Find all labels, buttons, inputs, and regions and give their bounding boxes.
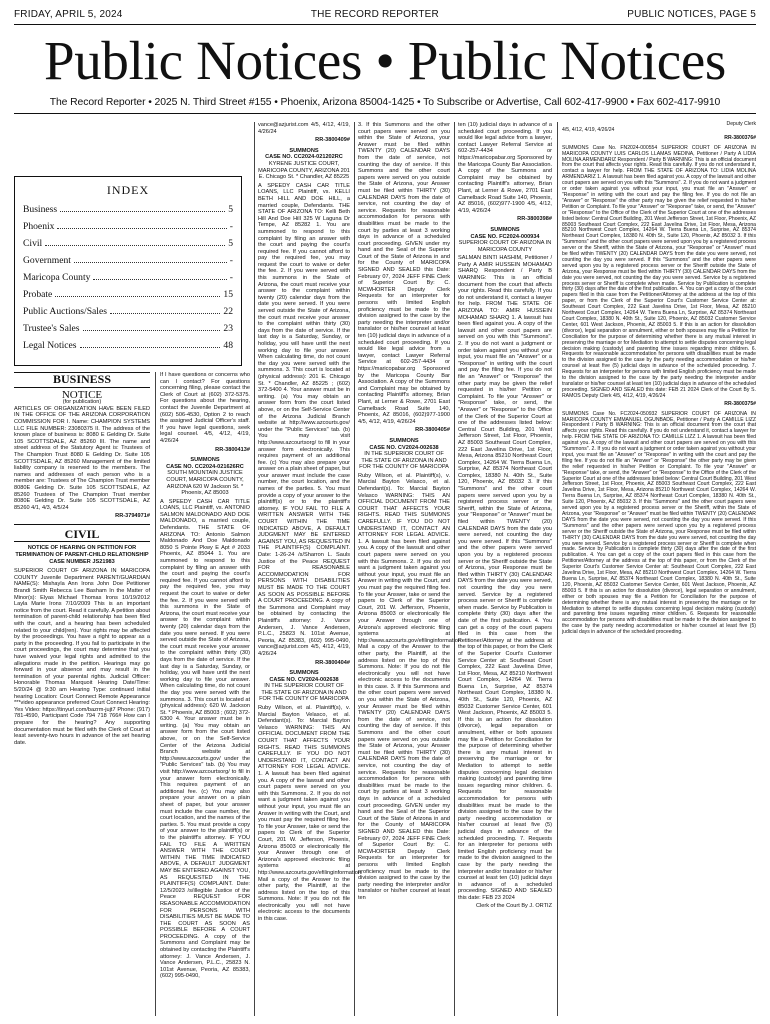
index-item-page: 22 xyxy=(223,306,233,317)
index-list xyxy=(23,204,233,357)
issue-date: FRIDAY, APRIL 5, 2024 xyxy=(14,8,123,20)
index-row xyxy=(23,255,233,272)
case-number: CASE NO. CV2024-002638 xyxy=(269,676,339,683)
index-row xyxy=(23,306,233,323)
index-item-name: Maricopa County xyxy=(23,272,91,283)
case-number: CASE NO. CC2024-021626RC xyxy=(166,463,244,470)
summons-body: SUMMONS Case No. FC2024-050932 SUPERIOR COURT OF ARIZONA IN MARICOPA COUNTY EMMANUEL OGUNBADE, Petitioner / Party A CAMILLE LIZZ Respondent / Party B WARNING: This is an official document from the court that affects your rights. Read this carefully. If you do not understand it, contact a lawyer for help. FROM THE STATE OF ARIZONA TO: CAMILLE LIZZ 1. A lawsuit has been filed against you. A copy of the lawsuit and other court papers are served on you with this "Summons". 2. If you do not want a judgment or order taken against you without your input, you must file an "Answer" or "Response" in writing with the court and pay the filing fee. If you do not file an "Answer" or "Response" the other party may be given the relief requested in his/her Petition or Complaint. To file your "Answer" or "Response" take, or send, the "Answer" or "Response" to the Office of the Clerk of the Superior Court at one of the addresses listed below: Central Court Building, 201 West Jefferson Street, 1st Floor, Phoenix, AZ 85003 Southeast Court Complex, 222 East Javelina Drive, 1st Floor, Mesa, Arizona 85210 Northwest Court Complex, 14264 W. Tierra Buena Ln, Surprise, AZ 85374 Northeast Court Complex, 18380 N. 40th St., Suite 120, Phoenix, AZ 85032 3. If this "Summons" and the other court papers were served upon you by a registered process server or the Sheriff, within the State of Arizona, your "Response" or "Answer" must be filed within TWENTY (20) CALENDAR DAYS from the date you were served, not counting the day you were served. If this "Summons" and the other papers were served upon you by a registered process server or the Sheriff outside the State of Arizona, your Response must be filed within THIRTY (30) CALENDAR DAYS from the date you were served, not counting the day you were served. Service by a registered process server or Sheriff is complete when made. Service by Publication is complete thirty (30) days after the date of the first publication. 4. You can get a copy of the court papers filed in this case from the Petitioner/Attorney at the address at the top of this paper, or from the Clerk of the Superior Court's Customer Service Center at: Southeast Court Complex, 222 East Javelina Drive, 1st Floor, Mesa, AZ 85210 Northwest Court Complex, 14264 W. Tierra Buena Ln, Surprise, AZ 85374 Northeast Court Complex, 18380 N. 40th St., Suite 120, Phoenix, AZ 85032 Customer Service Center, 601 West Jackson, Phoenix, AZ 85003 5. If this is an action for dissolution (divorce), legal separation or annulment, either or both spouses may file a Petition for Conciliation for the purpose of determining whether there is any mutual interest in preserving the marriage or for Mediation to attempt to settle disputes concerning legal decision making (custody) and parenting time issues regarding minor children. 6. Requests for reasonable accommodation for persons with disabilities must be made to the division assigned to the case by the party needing accommodation or his/her counsel at least five (5) judicial days in advance of the scheduled proceeding. xyxy=(562,410,756,636)
summons-body: Ruby Wilson, et al. Plaintiff(s), v. Marcial Bayton Velasco, et al. Defendant(s). To: Marcial Bayton Velasco WARNING: THIS AN OFFICIAL DOCUMENT FROM THE COURT THAT AFFECTS YOUR RIGHTS. READ THIS SUMMONS CAREFULLY. IF YOU DO NOT UNDERSTAND IT, CONTACT AN ATTORNEY FOR LEGAL ADVICE. 1. A lawsuit has been filed against you. A copy of the lawsuit and other court papers were served on you with this Summons. 2. If you do not want a judgment taken against you without your input, you must file an Answer in writing with the Court, and you must pay the required filing fee. To file your Answer, take or send the papers to Clerk of the Superior Court, 201 W. Jefferson, Phoenix, Arizona 85003 or electronically file your Answer through one of Arizona's approved electronic filing systems at http://www.azcourts.gov/efilinginformation. Mail a copy of the Answer to the other party, the Plaintiff, at the address listed on the top of this Summons. Note: If you do not file electronically you will not have electronic access to the documents in this case. 3. If this Summons and the other court papers were served on you within the State of Arizona, your Answer must be filed within TWENTY (20) CALENDAR DAYS from the date of service, not counting the day of service. If this Summons and the other court papers were served on you outside the State of Arizona, your Answer must be filed within THIRTY (30) CALENDAR DAYS from the date of service, not counting the day of service. Requests for reasonable accommodation for persons with disabilities must be made to the court by parties at least 3 working days in advance of a scheduled court proceeding. GIVEN under my hand and the Seal of the Superior Court of the State of Arizona in and for the County of MARICOPA SIGNED AND SEALED this Date: February 07, 2024 JEFF FINE Clerk of Superior Court By: C. MCWHORTER Deputy Clerk Requests for an interpreter for persons with limited English proficiency must be made to the division assigned to the case by the party needing the interpreter and/or translator or his/her counsel at least ten xyxy=(358,472,463,901)
notice-ref: RR-3800375# xyxy=(724,400,756,407)
column-2 xyxy=(160,372,250,1016)
dot-leader xyxy=(60,204,225,212)
dot-leader xyxy=(110,306,220,314)
column-4 xyxy=(358,122,463,1016)
publication-name: THE RECORD REPORTER xyxy=(310,8,439,20)
index-item-name: Civil xyxy=(23,238,43,249)
column-3 xyxy=(258,122,363,1016)
civil-notice-title: NOTICE OF HEARING ON PETITION FOR TERMINATION OF PARENT-CHILD RELATIONSHIP CASE NUMBER JS21983 xyxy=(15,545,149,565)
running-header xyxy=(14,8,756,20)
dot-leader xyxy=(83,323,221,331)
column-5 xyxy=(458,122,552,1016)
index-box xyxy=(14,176,242,366)
newspaper-page xyxy=(14,8,756,1016)
notice-ref: RR-3800404# xyxy=(315,659,350,666)
civil-heading: CIVIL xyxy=(64,526,100,541)
index-item-name: Phoenix xyxy=(23,221,55,232)
business-for-publication: (for publication) xyxy=(62,399,102,406)
index-item-name: Public Auctions/Sales xyxy=(23,306,107,317)
business-notice-body: ARTICLES OF ORGANIZATION HAVE BEEN FILED IN THE OFFICE OF THE ARIZONA CORPORATION COMMISSION FOR I. Name: CHAMPION SYSTEMS LLC FILE NUMBER: 23080375 II. The address of the known place of business is: 8080 E Gelding Dr. Suite 105 SCOTTSDALE, AZ 85260 III. The name and street address of the Statutory Agent is: Trustees of The Champion Trust 8080 E Gelding Dr. Suite 105 SCOTTSDALE, AZ 85260 Management of the limited liability company is reserved to the members. The names and addresses of each person who is a member are: Trustees of The Champion Trust member 8080E Gelding Dr. Suite 105 SCOTTSDALE, AZ 85260 Trustees of The Champion Trust member 8080E Gelding Dr. Suite 105 SCOTTSDALE, AZ 85260 4/1, 4/3, 4/5/24 xyxy=(14,405,150,511)
summons-title: SUMMONS xyxy=(389,437,419,444)
column-6 xyxy=(562,122,756,1016)
court-name: SUPERIOR COURT OF ARIZONA IN MARICOPA COUNTY xyxy=(458,240,552,253)
index-item-name: Legal Notices xyxy=(23,340,77,351)
notice-ref: RR-3800376# xyxy=(724,134,756,141)
notice-ref: RR-3800405# xyxy=(415,427,450,434)
summons-body: SUMMONS Case No. FN2024-000554 SUPERIOR COURT OF ARIZONA IN MARICOPA COUNTY LUIS CARLOS LLAMAS MEDINA, Petitioner / Party A LIDIA MOLINA ARMENDARIZ Respondent / Party B WARNING: This is an official document from the court that affects your rights. Read this carefully. If you do not understand it, contact a lawyer for help. FROM THE STATE OF ARIZONA TO: LIDIA MOLINA ARMENDARIZ 1. A lawsuit has been filed against you. A copy of the lawsuit and other court papers are served on you with this "Summons". 2. If you do not want a judgment or order taken against you without your input, you must file an "Answer" or "Response" in writing with the court and pay the filing fee. If you do not file an "Answer" or "Response" the other party may be given the relief requested in his/her Petition or Complaint. To file your "Answer" or "Response" take, or send, the "Answer" or "Response" to the Office of the Clerk of the Superior Court at one of the addresses listed below: Central Court Building, 201 West Jefferson Street, 1st Floor, Phoenix, AZ 85003 Southeast Court Complex, 222 East Javelina Drive, 1st Floor, Mesa, Arizona 85210 Northwest Court Complex, 14264 W. Tierra Buena Ln, Surprise, AZ 85374 Northeast Court Complex, 18380 N. 40th St., Suite 120, Phoenix, AZ 85032 3. If this "Summons" and the other court papers were served upon you by a registered process server or the Sheriff, within the State of Arizona, your "Response" or "Answer" must be filed within TWENTY (20) CALENDAR DAYS from the date you were served, not counting the day you were served. If this "Summons" and the other papers were served upon you by a registered process server or the Sheriff outside the State of Arizona, your Response must be filed within THIRTY (30) CALENDAR DAYS from the date you were served, not counting the day you were served. Service by a registered process server or Sheriff is complete when made. Service by Publication is complete thirty (30) days after the date of the first publication. 4. You can get a copy of the court papers filed in this case from the Petitioner/Attorney at the address at the top of this paper, or from the Clerk of the Superior Court's Customer Service Center at: Southeast Court Complex, 222 East Javelina Drive, 1st Floor, Mesa, AZ 85210 Northwest Court Complex, 14264 W. Tierra Buena Ln, Surprise, AZ 85374 Northeast Court Complex, 18380 N. 40th St., Suite 120, Phoenix, AZ 85032 Customer Service Center, 601 West Jackson, Phoenix, AZ 85003 5. If this is an action for dissolution (divorce), legal separation or annulment, either or both spouses may file a Petition for Conciliation for the purpose of determining whether there is any mutual interest in preserving the marriage or for Mediation to attempt to settle disputes concerning legal decision making (custody) and parenting time issues regarding minor children. 6. Requests for reasonable accommodation for persons with disabilities must be made to the division assigned to the case by the party needing accommodation or his/her counsel at least five (5) judicial days in advance of the scheduled proceeding. 7. Requests for an interpreter for persons with limited English proficiency must be made to the division assigned to the case by the party needing the interpreter and/or translator or his/her counsel at least ten (10) judicial days in advance of the scheduled proceeding. SIGNED AND SEALED this date: FEB 21 2024 Clerk of the Court By S. RAMOS Deputy Clerk 4/5, 4/12, 4/19, 4/26/24 xyxy=(562,144,756,399)
summons-body: A SPEEDY CASH CAR TITLE LOANS, LLC Plaintiff, vs. ANTONIO SALMON MALDONADO AND DOE MALDONADO, a married couple, Defendants. THE STATE OF ARIZONA TO: Antonio Salmon Maldonado And Doe Maldonado 8050 S Pointe Pkwy E Apt # 2033 Phoenix, AZ 85044 1. You are summoned to respond to this complaint by filing an answer with the court and paying the court's required fee. If you cannot afford to pay the required fee, you may request the court to waive or defer the fee. 2. If you were served with this summons in the State of Arizona, the court must receive your answer to the complaint within twenty (20) calendar days from the date you were served. If you were served outside the State of Arizona, the court must receive your answer to the complaint within thirty (30) days from the date of service. If the last day is a Saturday, Sunday, or holiday, you will have until the next working day to file your answer. When calculating time, do not count the day you were served with the summons. 3. This court is located at (physical address): 620 W. Jackson St. * Phoenix, AZ 85003 ; (602) 372-6300 4. Your answer must be in writing. (a) You may obtain an answer form from the court listed above, or on the Self-Service Center of the Arizona Judicial Branch website at http://www.azcourts.gov/ under the "Public Services" tab. (b) You may visit http://www.azcourtsorg/ to fill in your answer form electronically. This requires payment of an additional fee. (c) You may also prepare your answer on a plain sheet of paper, but your answer must include the case number, the court location, and the names of the parties. 5. You must provide a copy of your answer to the plaintiff(s) or to the plaintiff's attorney. IF YOU FAIL TO FILE A WRITTEN ANSWER WITH THE COURT WITHIN THE TIME INDICATED ABOVE, A DEFAULT JUDGMENT MAY BE ENTERED AGAINST YOU, AS REQUESTED IN THE PLAINTIFF(S) COMPLAINT. Date: 12/5/2023 /s/illegible Justice of the Peace REQUEST FOR REASONABLE ACCOMMODATION FOR PERSONS WITH DISABILITIES MUST BE MADE TO THE COURT AS SOON AS POSSIBLE BEFORE A COURT PROCEEDING. A copy of the Summons and Complaint may be obtained by contacting the Plaintiff's attorney: J. Vance Andersen, J. Vance Andersen, P.L.C., 25823 N. 101st Avenue, Peoria, AZ 85383, (602) 995-0490, xyxy=(160,498,250,980)
case-number: CASE NO. FC2024-000934 xyxy=(470,233,540,240)
index-row xyxy=(23,323,233,340)
clerk-signature: Deputy Clerk xyxy=(726,121,756,127)
business-heading: BUSINESS xyxy=(52,372,112,386)
index-row xyxy=(23,340,233,357)
summons-title: SUMMONS xyxy=(190,457,220,464)
summons-body: Ruby Wilson, et al. Plaintiff(s), v. Marcial Bayton Velasco, et al. Defendant(s). To: Marcial Bayton Velasco WARNING: THIS AN OFFICIAL DOCUMENT FROM THE COURT THAT AFFECTS YOUR RIGHTS. READ THIS SUMMONS CAREFULLY. IF YOU DO NOT UNDERSTAND IT, CONTACT AN ATTORNEY FOR LEGAL ADVICE. 1. A lawsuit has been filed against you. A copy of the lawsuit and other court papers were served on you with this Summons. 2. If you do not want a judgment taken against you without your input, you must file an Answer in writing with the Court, and you must pay the required filing fee. To file your Answer, take or send the papers to Clerk of the Superior Court, 201 W. Jefferson, Phoenix, Arizona 85003 or electronically file your Answer through one of Arizona's approved electronic filing systems at http://www.azcourts.gov/efilinginformation. Mail a copy of the Answer to the other party, the Plaintiff, at the address listed on the top of this Summons. Note: If you do not file electronically you will not have electronic access to the documents in this case. xyxy=(258,705,363,923)
notice-ref: RR-3800398# xyxy=(517,216,552,223)
dot-leader xyxy=(57,221,226,229)
index-item-name: Business xyxy=(23,204,58,215)
summons-body: A SPEEDY CASH CAR TITLE LOANS, LLC Plaintiff, vs. KELLI BETH HILL AND DOE HILL, a married couple, Defendants. THE STATE OF ARIZONA TO: Kelli Beth Hill And Doe Hill 325 W Laguna Dr Tempe, AZ 85282 1. You are summoned to respond to this complaint by filing an answer with the court and paying the court's required fee. If you cannot afford to pay the required fee, you may request the court to waive or defer the fee. 2. If you were served with this summons in the State of Arizona, the court must receive your answer to the complaint within twenty (20) calendar days from the date you were served. If you were served outside the State of Arizona, the court must receive your answer to the complaint within thirty (30) days from the date of service. If the last day is a Saturday, Sunday, or holiday, you will have until the next working day to file your answer. When calculating time, do not count the day you were served with the summons. 3. This court is located at (physical address): 201 E. Chicago St. * Chandler, AZ 85225 ; (602) 372-5400 4. Your answer must be in writing. (a) You may obtain an answer form from the court listed above, or on the Self-Service Center of the Arizona Judicial Branch website at http://www.azcourts.gov/ under the "Public Services" tab. (b) You may visit http://www.azcourtsorg/ to fill in your answer form electronically. This requires payment of an additional fee. (c) You may also prepare your answer on a plain sheet of paper, but your answer must include the case number, the court location, and the names of the parties. 5. You must provide a copy of your answer to the plaintiff(s) or to the plaintiff's attorney. IF YOU FAIL TO FILE A WRITTEN ANSWER WITH THE COURT WITHIN THE TIME INDICATED ABOVE, A DEFAULT JUDGMENT MAY BE ENTERED AGAINST YOU, AS REQUESTED IN THE PLAINTIFF(S) COMPLAINT. Date: 1-26-24 /s/Sharron L. Sauls Justice of the Peace REQUEST FOR REASONABLE ACCOMMODATION FOR PERSONS WITH DISABILITIES MUST BE MADE TO THE COURT AS SOON AS POSSIBLE BEFORE A COURT PROCEEDING. A copy of the Summons and Complaint may be obtained by contacting the Plaintiff's attorney: J. Vance Andersen, J. Vance Andersen, P.L.C., 25823 N. 101st Avenue, Peoria, AZ 85383, (602) 995-0490, vance@azjurist.com 4/5, 4/12, 4/19, 4/26/24 xyxy=(258,182,350,657)
index-row xyxy=(23,289,233,306)
court-name: KYRENE JUSTICE COURT, MARICOPA COUNTY, ARIZONA 201 E. Chicago St. * Chandler, AZ 85225 xyxy=(258,160,350,181)
index-item-name: Probate xyxy=(23,289,53,300)
index-item-page: 15 xyxy=(223,289,233,300)
section-page: PUBLIC NOTICES, PAGE 5 xyxy=(627,8,756,20)
index-row xyxy=(23,272,233,289)
masthead-title: Public Notices • Public Notices xyxy=(43,30,727,91)
business-notice-title: NOTICE xyxy=(61,388,103,401)
court-name: IN THE SUPERIOR COURT OF THE STATE OF ARIZONA IN AND FOR THE COUNTY OF MARICOPA xyxy=(259,683,349,703)
summons-body-continued: ten (10) judicial days in advance of a scheduled court proceeding. If you would like legal advice from a lawyer, contact Lawyer Referral Service at 602-257-4434 or https://maricopabar.org Sponsored by the Maricopa County Bar Association. A copy of the Summons and Complaint may be obtained by contacting Plaintiff's attorney, Brian Plant, at Lerner & Rowe, 2701 East Camelback Road Suite 140, Phoenix, AZ 85016, (602)977-1900 4/5, 4/12, 4/19, 4/26/24 xyxy=(458,122,552,214)
masthead-subline: The Record Reporter • 2025 N. Third Street #155 • Phoenix, Arizona 85004-1425 • To Subscribe or Advertise, Call 602-417-9900 • Fax 602-417-9910 xyxy=(49,97,721,108)
index-item-page: 48 xyxy=(223,340,233,351)
summons-body-continued: 3. If this Summons and the other court papers were served on you within the State of Arizona, your Answer must be filed within TWENTY (20) CALENDAR DAYS from the date of service, not counting the day of service. If this Summons and the other court papers were served on you outside the State of Arizona, your Answer must be filed within THIRTY (30) CALENDAR DAYS from the date of service, not counting the day of service. Requests for reasonable accommodation for persons with disabilities must be made to the court by parties at least 3 working days in advance of a scheduled court proceeding. GIVEN under my hand and the Seal of the Superior Court of the State of Arizona in and for the County of MARICOPA SIGNED AND SEALED this Date: February 07, 2024 JEFF FINE Clerk of Superior Court By: C. MCWHORTER Deputy Clerk Requests for an interpreter for persons with limited English proficiency must be made to the division assigned to the case by the party needing the interpreter and/or translator or his/her counsel at least ten (10) judicial days in advance of a scheduled court proceeding. If you would like legal advice from a lawyer, contact Lawyer Referral Service at 602-257-4434 or https://maricopabar.org Sponsored by the Maricopa County Bar Association. A copy of the Summons and Complaint may be obtained by contacting Plaintiff's attorney, Brian Plant, at Lerner & Rowe, 2701 East Camelback Road Suite 140, Phoenix, AZ 85016, (602)977-1900 4/5, 4/12, 4/19, 4/26/24 xyxy=(358,122,450,425)
summons-title: SUMMONS xyxy=(289,147,319,154)
civil-notice-body: SUPERIOR COURT OF ARIZONA IN MARICOPA COUNTY Juvenile Department PARENT/GUARDIAN NAME(S): Mishayla Ann Irons John Doe Petitioner Brandi Smith Rebecca Lee Basham In the Matter of Minor(s): Elyas Michael Thomas Irons 10/19/2012 Layla Marie Irons 7/10/2009 This is an important notice from the court. Read it carefully. A petition about termination of parent-child relationship has been filed with the court, and a hearing has been scheduled related to your child(ren). Your rights may be affected by the proceedings. You have a right to appear as a party in the proceeding. If you fail to participate in the court proceedings, the court may determine that you have waived your legal rights and admitted to the allegations made in the petition. Hearings may go forward in your absence and may result in the termination of your parental rights. Judicial Officer: Honorable Thomas Marquoit Hearing Date/Time: 5/20/24 @ 9:30 am Hearing Type: continued initial hearing Location: Court Connect Remote Appearance ***video appearance preferred Court Connect Hearing: Yes Video: https://tinyurl.com/bazrm-jujt7 Phone: (917) 781-4590, Participant Code 794 718 766# How can I prepare for the hearing? Any supporting documentation must be filed with the Clerk of Court at least seventy-two hours in advance of the set hearing date. xyxy=(14,568,150,746)
dot-leader xyxy=(80,340,221,348)
index-row xyxy=(23,238,233,255)
dot-leader xyxy=(93,272,226,280)
publication-dates: 4/5, 4/12, 4/19, 4/26/24 xyxy=(562,126,615,133)
index-item-page: 5 xyxy=(228,238,233,249)
civil-contact-info: If I have questions or concerns who can I contact? For questions concerning filing, please contact the Clerk of Court at (602) 372-5375. For questions about the hearing, contact the Juvenile Department at (602) 506-4530, Option 2 to reach the assigned Judicial Officer's staff. If you have legal questions, seek legal counsel. 4/5, 4/12, 4/19, 4/26/24 xyxy=(160,372,250,444)
notice-continuation: vance@azjurist.com 4/5, 4/12, 4/19, 4/26/24 xyxy=(258,122,350,135)
masthead-rule xyxy=(14,113,756,114)
index-item-page: - xyxy=(229,221,233,232)
index-item-name: Trustee's Sales xyxy=(23,323,80,334)
court-name: IN THE SUPERIOR COURT OF THE STATE OF ARIZONA IN AND FOR THE COUNTY OF MARICOPA xyxy=(359,451,449,471)
column-1 xyxy=(14,372,150,1016)
dot-leader xyxy=(45,238,225,246)
case-number: CASE NO. CC2024-021202RC xyxy=(265,154,343,161)
index-item-page: - xyxy=(229,272,233,283)
notice-ref: RR-3800409# xyxy=(315,137,350,144)
index-item-page: 5 xyxy=(228,204,233,215)
index-item-name: Government xyxy=(23,255,71,266)
index-item-page: - xyxy=(229,255,233,266)
index-row xyxy=(23,221,233,238)
summons-title: SUMMONS xyxy=(490,226,520,233)
notice-ref: RR-3800413# xyxy=(215,446,250,453)
case-number: CASE NO. CV2024-002638 xyxy=(369,444,439,451)
index-row xyxy=(23,204,233,221)
summons-body: SALMAN BINTI HASHIM, Petitioner / Party A AMIR HUSSEIN MOHAMAD SHARQ Respondent / Party B WARNING: This is an official document from the court that affects your rights. Read this carefully. If you do not understand it, contact a lawyer for help. FROM THE STATE OF ARIZONA TO: AMIR HUSSEIN MOHAMAD SHARQ 1. A lawsuit has been filed against you. A copy of the lawsuit and other court papers are served on you with this "Summons". 2. If you do not want a judgment or order taken against you without your input, you must file an "Answer" or a "Response" in writing with the court and pay the filing fee. If you do not file an "Answer" or "Response" the other party may be given the relief requested in his/her Petition or Complaint. To file your "Answer" or "Response" take, or send, the "Answer" or "Response" to the Office of the Clerk of the Superior Court at one of the addresses listed below: Central Court Building, 201 West Jefferson Street, 1st Floor, Phoenix, AZ 85003 Southeast Court Complex, 222 East Javelina Drive, 1st Floor, Mesa, Arizona 85210 Northeast Court Complex, 14264 W. Tierra Buena Ln, Surprise, AZ 85374 Northeast Court Complex, 18380 N. 40th St., Suite 120, Phoenix, AZ 85032 3. If this "Summons" and the other court papers were served upon you by a registered process server or the Sheriff, within the State of Arizona, your "Response" or "Answer" must be filed within TWENTY (20) CALENDAR DAYS from the date you were served, not counting the day you were served. If this "Summons" and the other papers were served upon you by a registered process server or the Sheriff outside the State of Arizona, your Response must be filed within THIRTY (30) CALENDAR DAYS from the date you were served, not counting the day you were served. Service by a registered process server or Sheriff is complete when made. Service by Publication is complete thirty (30) days after the date of the first publication. 4. You can get a copy of the court papers filed in this case from the Petitioner/Attorney at the address at the top of this paper, or from the Clerk of the Superior Court's Customer Service Center at: Southeast Court Complex, 222 East Javelina Drive, 1st Floor, Mesa, AZ 85210 Northwest Court Complex, 14264 W. Tierra Buena Ln, Surprise, AZ 85374 Northeast Court Complex, 18380 N. 40th St., Suite 120, Phoenix, AZ 85032 Customer Service Center, 601 West Jackson, Phoenix, AZ 85003 5. If this is an action for dissolution (divorce), legal separation or annulment, either or both spouses may file a Petition for Conciliation for the purpose of determining whether there is any mutual interest in preserving the marriage or for Mediation to attempt to settle disputes concerning legal decision making (custody) and parenting time issues regarding minor children. 6. Requests for reasonable accommodation for persons with disabilities must be made to the division assigned to the case by the party needing accommodation or his/her counsel at least five (5) judicial days in advance of the scheduled proceeding. 7. Requests for an interpreter for persons with limited English proficiency must be made to the division assigned to the case by the party needing the interpreter and/or translator or his/her counsel at least ten (10) judicial days in advance of a scheduled proceeding. SIGNED AND SEALED this date: FEB 23 2024 xyxy=(458,255,552,901)
clerk-signature: Clerk of the Court By J. ORTIZ xyxy=(475,903,552,910)
header-rule xyxy=(14,24,756,25)
business-ref: RR-3794971# xyxy=(115,513,150,520)
index-title: INDEX xyxy=(106,183,150,197)
dot-leader xyxy=(74,255,227,263)
index-item-page: 23 xyxy=(223,323,233,334)
court-name: SOUTH MOUNTAIN JUSTICE COURT, MARICOPA COUNTY, ARIZONA 620 W Jackson St. * Phoenix, AZ 85003 xyxy=(166,470,244,497)
dot-leader xyxy=(55,289,220,297)
summons-title: SUMMONS xyxy=(289,670,319,677)
